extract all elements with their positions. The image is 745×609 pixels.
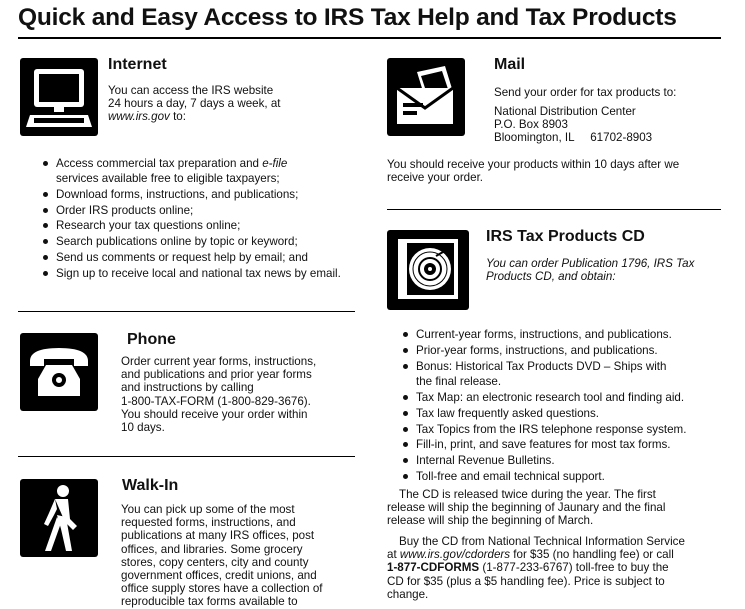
- phone-text: Order current year forms, instructions, and publications and prior year forms and instructions by calling 1-800-TAX-FORM (1-800-829-3676). You should receive your order within 10 days.: [121, 355, 317, 435]
- cd-purchase-info: Buy the CD from National Technical Information Service at www.irs.gov/cdorders for $35 (no handling fee) or call 1-877-CDFORMS (1-877-233-6767) toll-free to buy the CD for $35 (plus a $5 handling fee). Price is subject to change.: [387, 535, 685, 601]
- list-item: Current-year forms, instructions, and publications.: [402, 327, 686, 343]
- list-item: Prior-year forms, instructions, and publications.: [402, 343, 686, 359]
- internet-intro: You can access the IRS website 24 hours a day, 7 days a week, at www.irs.gov to:: [108, 84, 281, 124]
- walkin-text: You can pick up some of the most requested forms, instructions, and publications at many IRS offices, post offices, and libraries. Some grocery stores, copy centers, city and county government offices, credit unions, and office supply stores have a collection of reproducible tax forms available to: [121, 503, 323, 609]
- list-item: Tax Map: an electronic research tool and finding aid.: [402, 390, 686, 406]
- internet-bullet-list: [42, 156, 341, 282]
- list-item: Bonus: Historical Tax Products DVD – Ships with the final release.: [402, 359, 686, 388]
- cd-heading: IRS Tax Products CD: [486, 228, 645, 245]
- tax-form-phone-number: 1-800-TAX-FORM (1-800-829-3676).: [121, 394, 311, 408]
- list-item: Download forms, instructions, and publications;: [42, 187, 341, 203]
- cdforms-phone-number: 1-877-CDFORMS: [387, 561, 480, 575]
- title-rule: [18, 37, 721, 39]
- walkin-heading: Walk-In: [122, 477, 179, 494]
- list-item: Access commercial tax preparation and e-file services available free to eligible taxpayers;: [42, 156, 341, 185]
- cd-disc-icon: [387, 230, 469, 310]
- section-divider: [18, 456, 355, 457]
- cd-release-info: The CD is released twice during the year. The first release will ship the beginning of Jaunary and the final release will ship the beginning of March.: [387, 488, 666, 528]
- list-item: Search publications online by topic or keyword;: [42, 234, 341, 250]
- section-divider: [387, 209, 721, 210]
- walking-person-icon: [20, 479, 98, 557]
- list-item: Tax Topics from the IRS telephone response system.: [402, 422, 686, 438]
- cd-orders-link[interactable]: www.irs.gov/cdorders: [399, 548, 511, 562]
- list-item: Fill-in, print, and save features for most tax forms.: [402, 437, 686, 453]
- mail-intro: Send your order for tax products to:: [494, 86, 677, 99]
- mail-heading: Mail: [494, 56, 526, 73]
- phone-heading: Phone: [127, 331, 176, 348]
- telephone-icon: [20, 333, 98, 411]
- cd-bullet-list: [402, 327, 686, 485]
- list-item: Send us comments or request help by email; and: [42, 250, 341, 266]
- mail-delivery-note: You should receive your products within 10 days after we receive your order.: [387, 158, 680, 185]
- list-item: Toll-free and email technical support.: [402, 469, 686, 485]
- list-item: Internal Revenue Bulletins.: [402, 453, 686, 469]
- page-title: Quick and Easy Access to IRS Tax Help and Tax Products: [18, 4, 677, 31]
- list-item: Order IRS products online;: [42, 203, 341, 219]
- cd-intro: You can order Publication 1796, IRS Tax Products CD, and obtain:: [486, 257, 695, 284]
- list-item: Sign up to receive local and national tax news by email.: [42, 266, 341, 282]
- list-item: Research your tax questions online;: [42, 218, 341, 234]
- mail-envelope-icon: [387, 58, 465, 136]
- mailing-address: National Distribution Center P.O. Box 8903 Bloomington, IL 61702-8903: [494, 105, 653, 145]
- irs-website-link[interactable]: www.irs.gov: [108, 110, 170, 124]
- list-item: Tax law frequently asked questions.: [402, 406, 686, 422]
- computer-icon: [20, 58, 98, 136]
- internet-heading: Internet: [108, 56, 167, 73]
- section-divider: [18, 311, 355, 312]
